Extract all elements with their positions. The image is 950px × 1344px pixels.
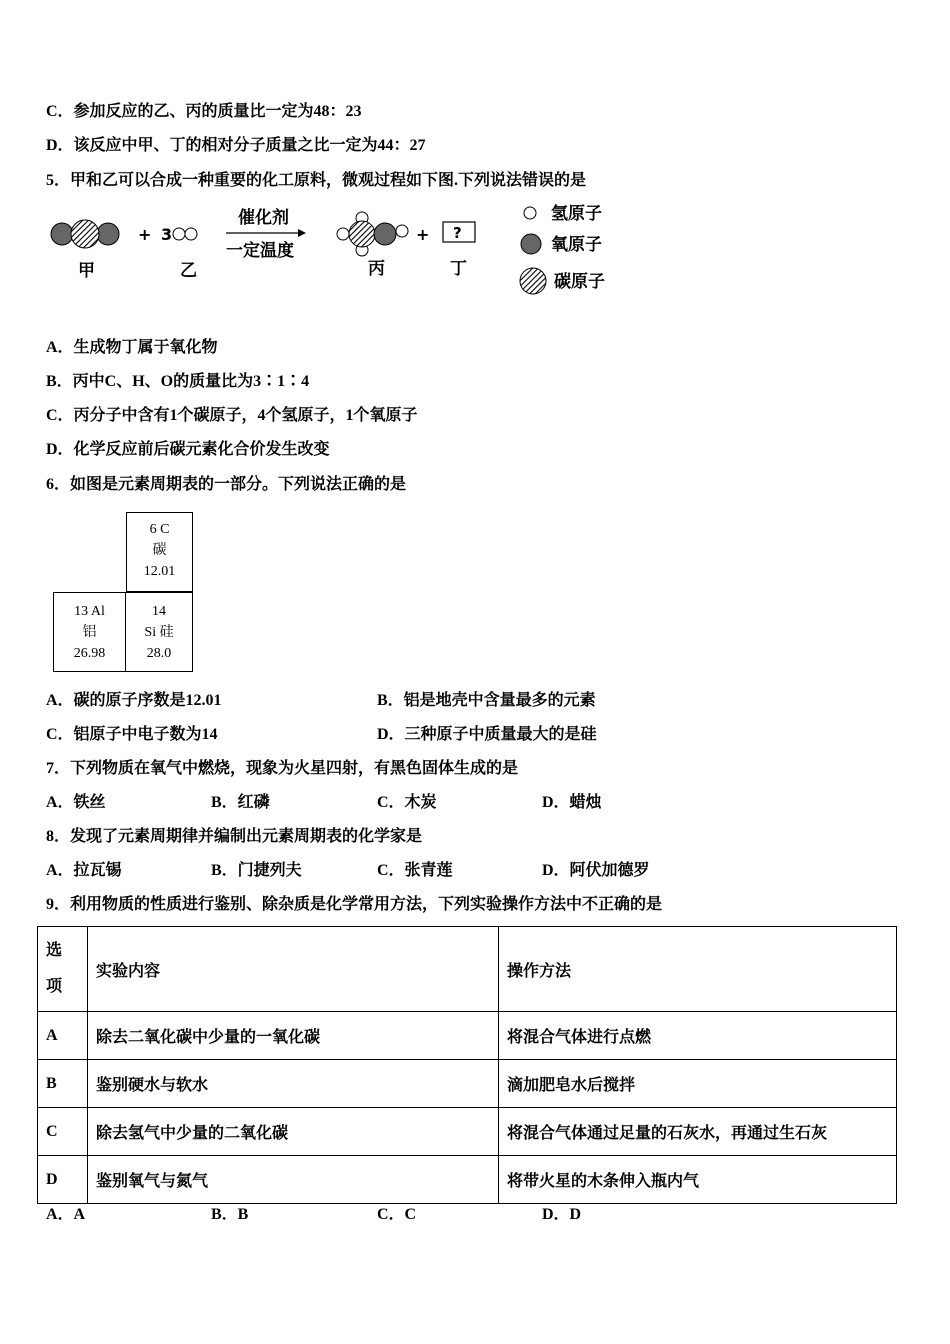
q5-option-c: C．丙分子中含有1个碳原子，4个氢原子，1个氧原子 <box>46 407 418 424</box>
table-row <box>38 1060 897 1108</box>
row-option: B <box>38 1060 88 1108</box>
row-option: D <box>38 1156 88 1204</box>
row-method: 将混合气体通过足量的石灰水，再通过生石灰 <box>499 1108 897 1156</box>
q9-option-d: D．D <box>542 1206 582 1223</box>
q8-stem: 8．发现了元素周期律并编制出元素周期表的化学家是 <box>46 828 423 845</box>
label-jia: 甲 <box>78 261 95 281</box>
q8-option-b: B．门捷列夫 <box>211 862 302 879</box>
q9-option-a: A．A <box>46 1206 86 1223</box>
condition-label: 一定温度 <box>226 241 294 261</box>
h2-molecule <box>173 228 197 240</box>
hydrogen-atom <box>173 228 185 240</box>
q7-option-a: A．铁丝 <box>46 794 106 811</box>
table-row <box>38 1012 897 1060</box>
q8-option-c: C．张青莲 <box>377 862 453 879</box>
header-content: 实验内容 <box>88 927 499 1012</box>
label-ding: 丁 <box>450 259 467 279</box>
h2-coefficient: 3 <box>161 225 173 244</box>
q7-option-d: D．蜡烛 <box>542 794 602 811</box>
row-content: 鉴别硬水与软水 <box>88 1060 499 1108</box>
carbon-name: 碳 <box>152 543 167 558</box>
q7-option-c: C．木炭 <box>377 794 437 811</box>
methanol-molecule <box>337 212 408 256</box>
q6-option-c: C．铝原子中电子数为14 <box>46 726 218 743</box>
hydrogen-atom <box>185 228 197 240</box>
periodic-cell-carbon <box>126 512 193 592</box>
table-row <box>38 1156 897 1204</box>
aluminum-name: 铝 <box>82 625 97 640</box>
header-method: 操作方法 <box>499 927 897 1012</box>
row-content: 除去氢气中少量的二氧化碳 <box>88 1108 499 1156</box>
q5-option-d: D．化学反应前后碳元素化合价发生改变 <box>46 441 330 458</box>
q5-option-b: B．丙中C、H、O的质量比为3∶1∶4 <box>46 373 310 390</box>
q4-option-c: C．参加反应的乙、丙的质量比一定为48：23 <box>46 103 362 120</box>
legend-hydrogen-label: 氢原子 <box>551 204 602 224</box>
silicon-number: 14 <box>152 604 166 619</box>
legend-hydrogen-icon <box>524 207 536 219</box>
plus-sign: + <box>138 225 152 244</box>
q6-option-d: D．三种原子中质量最大的是硅 <box>377 726 597 743</box>
q5-option-a: A．生成物丁属于氧化物 <box>46 339 218 356</box>
row-option: A <box>38 1012 88 1060</box>
catalyst-label: 催化剂 <box>238 208 289 228</box>
legend-carbon-label: 碳原子 <box>554 272 605 292</box>
q7-option-b: B．红磷 <box>211 794 270 811</box>
header-option <box>38 927 88 1012</box>
reaction-diagram <box>40 200 640 300</box>
table-row <box>38 1108 897 1156</box>
q6-stem: 6．如图是元素周期表的一部分。下列说法正确的是 <box>46 476 407 493</box>
oxygen-atom <box>374 223 396 245</box>
q9-option-c: C．C <box>377 1206 417 1223</box>
oxygen-atom <box>51 223 73 245</box>
experiment-table <box>37 926 897 1204</box>
table-header-row <box>38 927 897 1012</box>
arrow-head-icon <box>298 229 306 237</box>
q7-stem: 7．下列物质在氧气中燃烧，现象为火星四射，有黑色固体生成的是 <box>46 760 519 777</box>
aluminum-mass: 26.98 <box>73 646 106 661</box>
aluminum-number-symbol: 13 Al <box>74 604 105 619</box>
row-method: 将带火星的木条伸入瓶内气 <box>499 1156 897 1204</box>
hydrogen-atom <box>396 225 408 237</box>
legend-oxygen-icon <box>521 234 541 254</box>
row-option: C <box>38 1108 88 1156</box>
header-option-char-1: 选 <box>46 942 63 959</box>
row-method: 将混合气体进行点燃 <box>499 1012 897 1060</box>
carbon-atom <box>349 221 375 247</box>
plus-sign: + <box>416 225 430 244</box>
co2-molecule <box>51 220 119 248</box>
oxygen-atom <box>97 223 119 245</box>
carbon-mass: 12.01 <box>143 564 176 579</box>
hydrogen-atom <box>337 228 349 240</box>
silicon-mass: 28.0 <box>146 646 172 661</box>
q4-option-d: D．该反应中甲、丁的相对分子质量之比一定为44：27 <box>46 137 426 154</box>
label-yi: 乙 <box>180 261 197 281</box>
q6-option-a: A．碳的原子序数是12.01 <box>46 692 222 709</box>
carbon-atom <box>71 220 99 248</box>
periodic-cell-silicon <box>125 592 193 672</box>
q6-option-b: B．铝是地壳中含量最多的元素 <box>377 692 596 709</box>
label-bing: 丙 <box>368 259 385 279</box>
legend-oxygen-label: 氧原子 <box>551 235 602 255</box>
row-content: 除去二氧化碳中少量的一氧化碳 <box>88 1012 499 1060</box>
silicon-symbol-name: Si 硅 <box>144 625 174 640</box>
unknown-product-mark: ? <box>453 224 462 242</box>
legend-carbon-icon <box>520 268 546 294</box>
q9-option-b: B．B <box>211 1206 249 1223</box>
row-method: 滴加肥皂水后搅拌 <box>499 1060 897 1108</box>
q5-stem: 5．甲和乙可以合成一种重要的化工原料，微观过程如下图.下列说法错误的是 <box>46 172 587 189</box>
row-content: 鉴别氧气与氮气 <box>88 1156 499 1204</box>
q8-option-d: D．阿伏加德罗 <box>542 862 650 879</box>
periodic-cell-aluminum <box>53 592 126 672</box>
header-option-char-2: 项 <box>46 978 63 995</box>
q8-option-a: A．拉瓦锡 <box>46 862 122 879</box>
q9-stem: 9．利用物质的性质进行鉴别、除杂质是化学常用方法，下列实验操作方法中不正确的是 <box>46 896 663 913</box>
carbon-number-symbol: 6 C <box>149 522 170 537</box>
